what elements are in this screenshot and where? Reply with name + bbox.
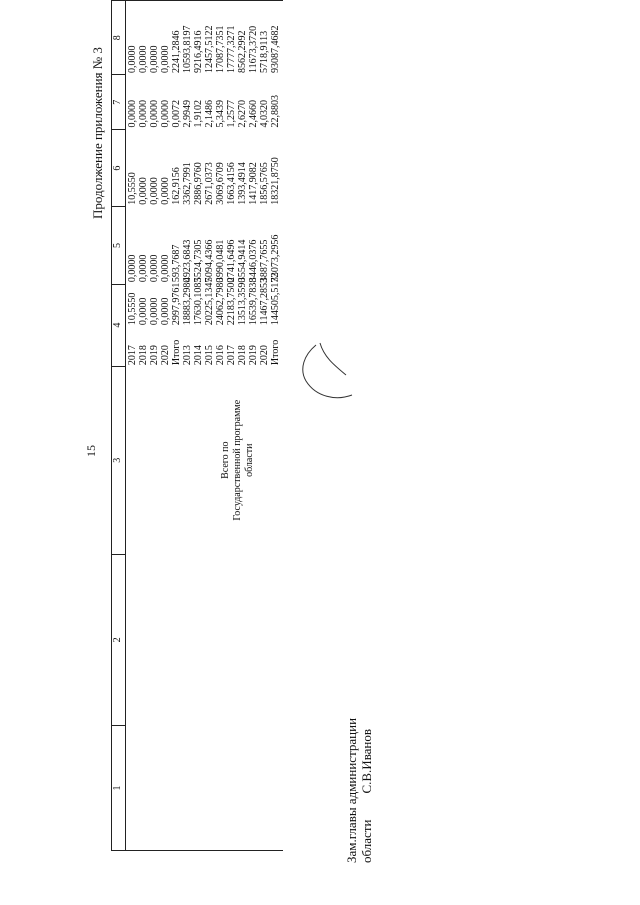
col5-value: 3554,9414 <box>237 239 248 283</box>
year-list <box>126 325 281 366</box>
col6-value: 0,0000 <box>138 177 149 205</box>
year-value: 2015 <box>204 345 215 366</box>
column-number: 6 <box>112 129 126 206</box>
col8-values <box>126 1 281 75</box>
col7-value: 2,4660 <box>248 99 259 128</box>
year-value: 2019 <box>248 345 259 366</box>
col6-value: 18321,8750 <box>270 157 281 205</box>
col6-value: 2671,0373 <box>204 162 215 205</box>
col8-value: 0,0000 <box>138 45 149 73</box>
col6-value: 162,9156 <box>171 167 182 205</box>
col8-value: 2241,2846 <box>171 30 182 73</box>
col7-value: 0,0000 <box>149 99 160 128</box>
year-value: Итого <box>171 339 182 366</box>
col3-cell <box>126 366 284 554</box>
column-number: 3 <box>112 366 126 554</box>
col7-value: 4,0320 <box>259 99 270 128</box>
col4-value: 16539,7838 <box>248 277 259 326</box>
col8-value: 11673,3720 <box>248 25 259 73</box>
col4-value: 13513,3590 <box>237 277 248 326</box>
col4-cell <box>126 272 284 366</box>
col7-cell <box>126 75 284 130</box>
col8-value: 0,0000 <box>160 45 171 73</box>
col5-value: 5524,7305 <box>193 239 204 283</box>
program-label-line: Всего по <box>220 441 231 479</box>
col4-value: 0,0000 <box>149 297 160 326</box>
year-value: 2017 <box>127 345 138 366</box>
col5-cell <box>126 207 284 284</box>
program-label <box>220 366 256 554</box>
col4-value: 10,5550 <box>127 292 138 326</box>
page-number: 15 <box>84 445 98 457</box>
col4-value: 18883,2980 <box>182 277 193 326</box>
col6-value: 3362,7991 <box>182 162 193 205</box>
col8-value: 0,0000 <box>127 45 138 73</box>
col6-value: 0,0000 <box>160 177 171 205</box>
col6-value: 1856,5765 <box>259 162 270 205</box>
col7-value: 0,0000 <box>138 99 149 128</box>
program-label-line: Государственной программе <box>232 399 243 521</box>
budget-table <box>111 0 283 851</box>
year-value: 2019 <box>149 345 160 366</box>
col4-value: 11467,2853 <box>259 277 270 326</box>
col7-value: 22,8803 <box>270 94 281 128</box>
column-number: 7 <box>112 75 126 130</box>
col8-value: 5718,9113 <box>259 30 270 73</box>
program-label-line: области <box>244 443 255 477</box>
col6-value: 10,5550 <box>127 172 138 205</box>
col4-value: 24062,7980 <box>215 277 226 326</box>
column-number: 8 <box>112 1 126 75</box>
year-value: Итого <box>270 339 281 366</box>
col8-value: 17087,7351 <box>215 25 226 73</box>
col7-value: 2,1486 <box>204 99 215 128</box>
signatory-name: С.В.Иванов <box>359 728 374 794</box>
col4-value: 17630,1083 <box>193 277 204 326</box>
col5-value: 33073,2956 <box>270 234 281 283</box>
col5-values <box>126 207 281 284</box>
column-number: 5 <box>112 207 126 284</box>
year-value: 2016 <box>215 345 226 366</box>
col7-value: 0,0000 <box>127 99 138 128</box>
col7-value: 2,6270 <box>237 99 248 128</box>
col7-value: 2,9949 <box>182 99 193 128</box>
year-value: 2017 <box>226 345 237 366</box>
year-value: 2018 <box>138 345 149 366</box>
col5-value: 3887,7655 <box>259 239 270 283</box>
col4-value: 22183,7500 <box>226 277 237 326</box>
signatory-position-cont: области <box>359 819 374 863</box>
col4-value: 144505,5172 <box>270 272 281 326</box>
col8-value: 0,0000 <box>149 45 160 73</box>
col6-value: 2886,9760 <box>193 162 204 205</box>
col8-value: 17777,3271 <box>226 25 237 73</box>
year-value: 2018 <box>237 345 248 366</box>
year-value: 2020 <box>160 345 171 366</box>
col5-value: 0,0000 <box>138 254 149 283</box>
col5-value: 2741,6496 <box>226 239 237 283</box>
col4-value: 0,0000 <box>160 297 171 326</box>
col7-value: 0,0072 <box>171 99 182 128</box>
col7-value: 1,2577 <box>226 99 237 128</box>
col6-value: 3069,6709 <box>215 162 226 205</box>
column-number: 2 <box>112 554 126 725</box>
col7-values <box>126 75 281 130</box>
footer-signature <box>344 718 374 863</box>
col5-value: 593,7687 <box>171 244 182 283</box>
col6-values <box>126 129 281 206</box>
col8-value: 12457,5122 <box>204 25 215 73</box>
col5-value: 0,0000 <box>127 254 138 283</box>
year-value: 2014 <box>193 345 204 366</box>
col6-value: 1393,4914 <box>237 162 248 205</box>
col4-value: 2997,9761 <box>171 282 182 326</box>
col6-value: 1663,4156 <box>226 162 237 205</box>
col7-value: 5,3439 <box>215 99 226 128</box>
col8-value: 9216,4916 <box>193 30 204 73</box>
col5-value: 3990,0481 <box>215 239 226 283</box>
col8-value: 8562,2992 <box>237 30 248 73</box>
col5-value: 3446,0376 <box>248 239 259 283</box>
col4-value: 0,0000 <box>138 297 149 326</box>
year-value: 2020 <box>259 345 270 366</box>
col4-values <box>126 272 281 326</box>
col8-value: 93087,4682 <box>270 25 281 73</box>
col8-value: 10593,8197 <box>182 25 193 73</box>
col6-value: 1417,9082 <box>248 162 259 205</box>
col5-value: 5094,4366 <box>204 239 215 283</box>
col1-cell <box>126 725 284 850</box>
col5-value: 4923,6843 <box>182 239 193 283</box>
col5-value: 0,0000 <box>160 254 171 283</box>
col6-value: 0,0000 <box>149 177 160 205</box>
column-number-row <box>112 1 126 851</box>
column-number: 1 <box>112 725 126 850</box>
col7-value: 1,9102 <box>193 99 204 128</box>
appendix-title: Продолжение приложения № 3 <box>90 47 105 219</box>
col5-value: 0,0000 <box>149 254 160 283</box>
year-value: 2013 <box>182 345 193 366</box>
col7-value: 0,0000 <box>160 99 171 128</box>
col8-cell <box>126 1 284 75</box>
signatory-position: Зам.главы администрации <box>344 717 359 863</box>
col4-value: 20225,1347 <box>204 277 215 326</box>
column-number: 4 <box>112 284 126 366</box>
signatory-line <box>359 718 374 863</box>
handwritten-mark-icon <box>294 335 364 405</box>
col6-cell <box>126 129 284 206</box>
col2-cell <box>126 554 284 725</box>
